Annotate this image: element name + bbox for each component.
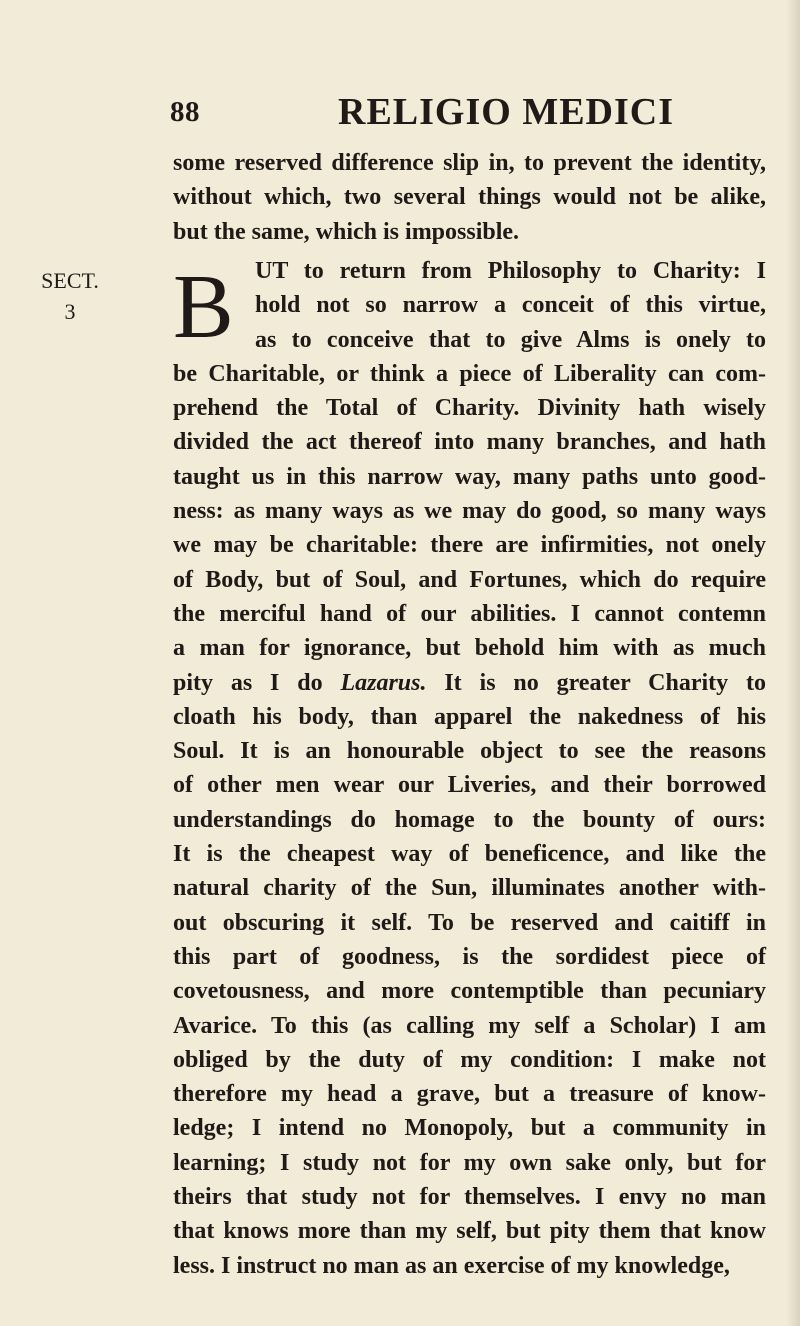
text-line: obliged by the duty of my condition: I make not: [173, 1046, 766, 1073]
running-head: [0, 91, 800, 140]
text-line: UT to return from Philosophy to Charity: I: [255, 258, 766, 284]
dropcap-lines: [173, 254, 766, 357]
text-line: that knows more than my self, but pity them that know: [173, 1218, 766, 1245]
text-line: prehend the Total of Charity. Divinity hath wisely: [173, 395, 766, 422]
text-line: natural charity of the Sun, illuminates another with-: [173, 875, 766, 902]
book-title: RELIGIO MEDICI: [338, 91, 674, 133]
text-line: Avarice. To this (as calling my self a Scholar) I am: [173, 1012, 766, 1039]
text-line: Soul. It is an honourable object to see the reasons: [173, 738, 766, 765]
text-line: It is the cheapest way of beneficence, and like the: [173, 841, 766, 868]
text-line: as to conceive that to give Alms is onely to: [255, 326, 766, 353]
text-line: learning; I study not for my own sake only, but for: [173, 1149, 766, 1176]
drop-cap: B: [173, 256, 234, 357]
text-line: less. I instruct no man as an exercise of my knowledge,: [173, 1252, 730, 1279]
text-line: out obscuring it self. To be reserved and caitiff in: [173, 909, 766, 936]
page-edge-shadow: [786, 0, 800, 1326]
text-line: of Body, but of Soul, and Fortunes, which do require: [173, 566, 766, 593]
text-line: a man for ignorance, but behold him with as much: [173, 635, 766, 662]
text-line: therefore my head a grave, but a treasure of know-: [173, 1081, 766, 1108]
text-line: this part of goodness, is the sordidest piece of: [173, 943, 766, 970]
text-line: understandings do homage to the bounty of ours:: [173, 806, 766, 833]
text-line: theirs that study not for themselves. I envy no man: [173, 1184, 766, 1211]
text-line: be Charitable, or think a piece of Liberality can com-: [173, 360, 766, 387]
text-segment: pity as I do: [173, 669, 323, 696]
text-line: cloath his body, than apparel the nakedness of his: [173, 703, 766, 730]
text-line: ness: as many ways as we may do good, so many ways: [173, 498, 766, 525]
intro-paragraph: [173, 146, 766, 249]
section-3-paragraph: [173, 254, 766, 1283]
text-line: covetousness, and more contemptible than pecuniary: [173, 978, 766, 1005]
text-line: of other men wear our Liveries, and their borrowed: [173, 772, 766, 799]
text-line: but the same, which is impossible.: [173, 218, 520, 245]
page-number: 88: [170, 96, 200, 128]
text-line: taught us in this narrow way, many paths unto good-: [173, 463, 766, 490]
section-label: SECT.: [41, 268, 99, 293]
text-segment: It is no greater Charity to: [444, 669, 767, 696]
text-line: we may be charitable: there are infirmities, not onely: [173, 532, 766, 559]
section-number: 3: [64, 299, 76, 324]
text-line: hold not so narrow a conceit of this virtue,: [255, 292, 766, 319]
text-line: ledge; I intend no Monopoly, but a community in: [173, 1115, 766, 1142]
text-line: without which, two several things would not be alike,: [173, 184, 766, 211]
italic-name: Lazarus.: [340, 669, 427, 696]
text-line: divided the act thereof into many branches, and hath: [173, 429, 766, 456]
text-line: the merciful hand of our abilities. I cannot contemn: [173, 600, 766, 627]
text-line: some reserved difference slip in, to prevent the identity,: [173, 150, 766, 176]
section-marker: [38, 265, 102, 327]
text-line-with-italic: [173, 666, 766, 700]
